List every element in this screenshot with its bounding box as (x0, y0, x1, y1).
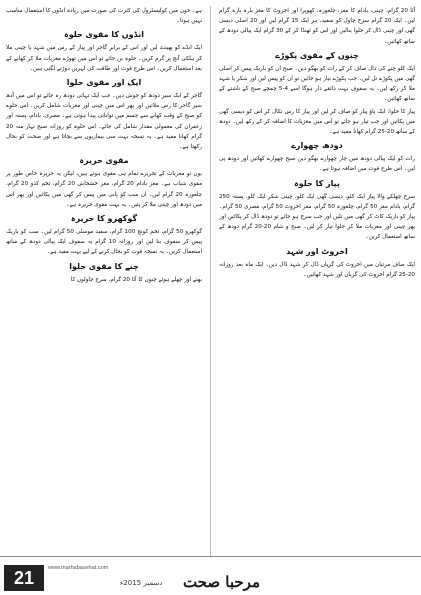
paragraph: سرخ چھلکے والا پیاز ایک کلو، دیسی گھی ایک کلو، چینی شکر ایک کلو، پستہ 250 گرام، بادام مغز 50 گرام، چلغوزہ 50 گرام، مغز اخروٹ 50 گرام، مصری 50 گرام۔ پیاز کو باریک کاٹ کر گھی میں تلیں اور جب سرخ ہو جائے تو دودھ ڈال کر پکائیں اور پھر چینی اور مغزیات ملا کر حلوا تیار کر لیں۔ صبح و شام 20-20 گرام دودھ کے ساتھ استعمال کریں۔ (219, 193, 415, 241)
page-number: 21 (4, 565, 44, 591)
paragraph: یوں تو مغزیات کے تحریرے تمام ہی مقوی ہوتے ہیں، لیکن یہ حریرہ خاص طور پر مقوی شباب ہے۔ مغز بادام 20 گرام، مغز خشخاش 20 گرام، تخم کدو 20 گرام، چلغوزہ 20 گرام لیں۔ ان سب کو پانی میں پیس کر گھی میں پکائیں اور پھر اس میں دودھ اور چینی ملا کر پئیں۔ یہ بہت مقوی حریرہ ہے۔ (6, 171, 202, 208)
section-heading: چنوں کے مقوی پکوڑے (275, 50, 359, 60)
issue-date: دسمبر 2015ء (120, 579, 163, 587)
website-url: www.marhabasehat.com (48, 565, 109, 571)
page-footer (0, 556, 421, 595)
section-heading: مقوی حریرہ (79, 156, 129, 166)
paragraph: پیاز کا حلوا: ایک پاؤ پیاز کو صاف کر لیں اور پیاز کا رس نکال کر اس کو دیسی گھی میں پکائیں اور جب تیار ہو جائے تو اس میں مغزیات کا اضافہ کر کے رکھ لیں۔ دودھ کے ساتھ 20-25 گرام کھانا مفید ہے۔ (219, 108, 415, 136)
right-column (219, 6, 415, 282)
section-heading: اخروٹ اور شہد (286, 246, 348, 256)
paragraph: بھنے اور چھلے ہوئے چنوں کا آٹا 20 گرام، سرخ چاولوں کا (70, 276, 202, 283)
section-heading: گوکھرو کا حریرہ (70, 214, 138, 224)
section-heading: دودھ چھوارے (291, 141, 343, 151)
section-heading: پیاز کا حلوہ (294, 178, 340, 188)
magazine-masthead (120, 565, 260, 591)
brand-logo: مرحبا صحت (182, 573, 260, 591)
paragraph: ایک کلو چنے کی دال صاف کر کے رات کو بھگو دیں۔ صبح ان کو باریک پیس کر اصلی گھی میں پکوڑے تل لیں۔ جب پکوڑے تیار ہو جائیں تو ان کو پیس لیں اور شکر یا شہد ملا کر رکھ لیں۔ یہ سفوف بہت ذائقے دار ہوگا اسے 4-5 چمچے صبح کے ناشتے کے ساتھ کھائیں۔ (219, 65, 415, 103)
paragraph: رات کو ایک پیالی دودھ میں چار چھوارے بھگو دیں صبح چھوارے کھائیں اور دودھ پی لیں۔ اس طرح قوت میں اضافہ ہوتا ہے۔ (219, 156, 415, 173)
section-heading: چنے کا مقوی حلوا (69, 261, 139, 271)
paragraph: ایک صاف مرتبان میں اخروٹ کی گریاں ڈال کر شہد ڈال دیں۔ ایک ماہ بعد روزانہ 20-25 گرام اخروٹ کی گریاں اور شہد کھائیں۔ (219, 261, 415, 278)
paragraph: گوکھرو 50 گرام، تخم کونچ 100 گرام، سفید موسلی 50 گرام لیں۔ سب کو باریک پیس کر سفوف بنا لیں اور روزانہ 10 گرام یہ سفوف ایک پیالی دودھ کے ساتھ استعمال کریں۔ یہ نسخہ قوت کو بحال کرنے کے لیے بہت مفید ہے۔ (6, 229, 202, 256)
paragraph: ہے۔ خون میں کولیسٹرول کی کثرت کی صورت میں زیادہ انڈوں کا استعمال مناسب نہیں ہوتا۔ (6, 8, 202, 25)
section-heading: ایک اور مقوی حلوا (66, 78, 142, 88)
section-heading: انڈوں کا مقوی حلوہ (64, 30, 144, 40)
paragraph: آٹا 20 گرام، چینی، بادام کا مغز، چلغوزہ، کھوپرا اور اخروٹ کا مغز بارہ بارہ گرام لیں۔ ایک 20 گرام سرخ چاول کو سفید، ہر ایک 15 گرام لیں اور 20 اصلی دیسی گھی اور چینی ڈال کر حلوا بنالیں اور اس کو ٹھنڈا کر کے 30 گرام ایک پیالی دودھ کے ساتھ کھائیں۔ (219, 8, 416, 45)
left-column (6, 6, 202, 287)
paragraph: گاجر کے ایک سیر دودھ کو جوش دیں۔ جب ایک تہائی دودھ رہ جائے تو اس میں آدھ سیر گاجر کا رس ملائیں اور پھر اس میں چینی اور مغزیات شامل کریں۔ اس حلوے کو صبح کے وقت کھانے سے جسم میں توانائی پیدا ہوتی ہے۔ مصری، بادام، پستہ اور زعفران کی معمولی مقدار شامل کی جائے۔ اس حلوہ کو روزانہ صبح نہار منہ 20 گرام کھانا مفید ہے۔ یہ نسخہ بہت سی بیماریوں سے بچاتا ہے اور صحت کو بحال رکھتا ہے۔ (6, 93, 202, 151)
column-divider (210, 6, 211, 556)
paragraph: ایک انڈے کو پھینٹ لیں اور اس کے برابر گاجر اور پیاز کے رس میں شہد یا چینی ملا کر ہلکی آنچ پر گرم کریں۔ حلوہ بن جائے تو اس میں تھوڑے مغزیات ملا کر کھانے کے بعد استعمال کریں۔ اس طرح قوت اور طاقت کی لہریں دوڑنے لگتی ہیں۔ (6, 45, 202, 72)
